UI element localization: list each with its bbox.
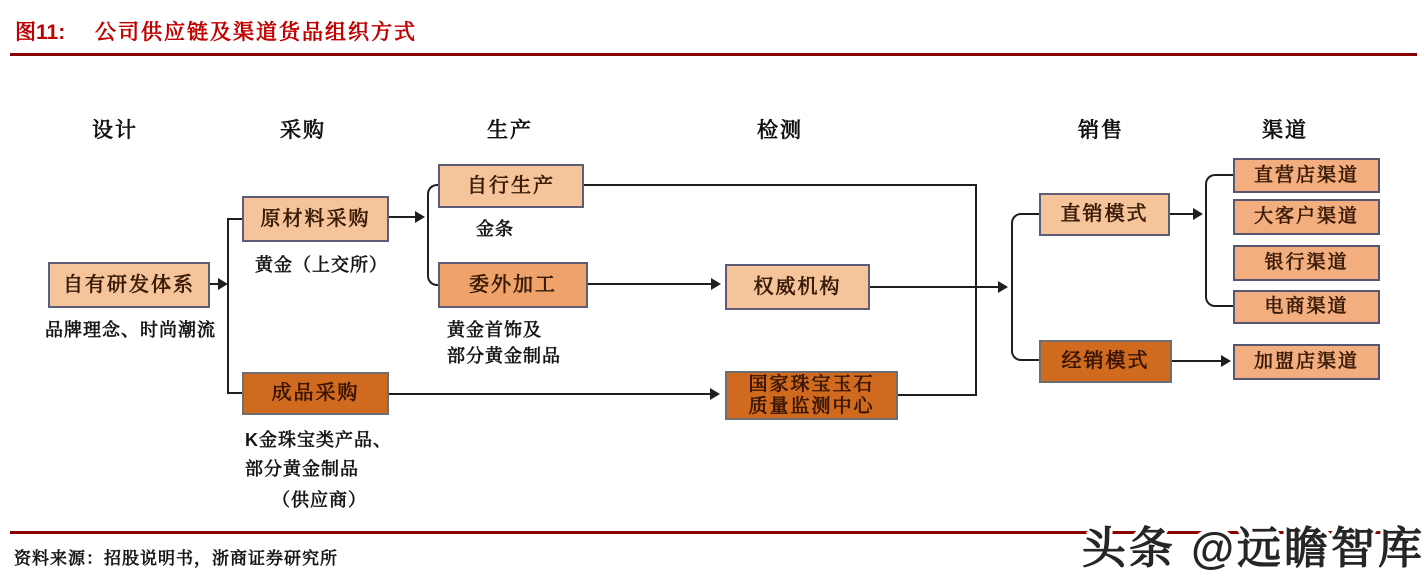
stage-header-inspection: 检测 — [757, 119, 803, 142]
rd-system-note: 品牌理念、时尚潮流 — [45, 320, 216, 340]
channel-box-ecommerce: 电商渠道 — [1233, 290, 1380, 324]
connector-line — [227, 218, 242, 220]
raw-material-purchase-box: 原材料采购 — [242, 196, 389, 242]
connector-line — [898, 394, 975, 396]
authority-institution-box: 权威机构 — [725, 264, 870, 310]
stage-header-design: 设计 — [92, 119, 138, 142]
watermark-text: 头条 @远瞻智库 — [1081, 524, 1425, 573]
channel-bracket — [1205, 174, 1233, 307]
connector-line — [1170, 213, 1194, 215]
title-rule — [10, 53, 1417, 56]
outsourced-processing-box: 委外加工 — [438, 262, 588, 308]
arrowhead — [1221, 355, 1231, 367]
production-bracket — [427, 184, 438, 286]
connector-line — [227, 392, 242, 394]
channel-box-direct-store: 直营店渠道 — [1233, 158, 1380, 193]
figure-tag: 图11: — [15, 21, 66, 44]
connector-line — [870, 286, 975, 288]
source-note: 资料来源：招股说明书，浙商证券研究所 — [14, 549, 338, 568]
finished-goods-purchase-box: 成品采购 — [242, 372, 389, 415]
connector-line — [977, 286, 999, 288]
national-jewelry-center-line1: 国家珠宝玉石 — [748, 373, 875, 395]
rd-system-box: 自有研发体系 — [48, 262, 210, 308]
self-production-note: 金条 — [476, 219, 514, 239]
connector-line — [389, 216, 416, 218]
direct-sales-mode-box: 直销模式 — [1039, 193, 1170, 236]
connector-line — [1172, 360, 1222, 362]
arrowhead — [711, 278, 721, 290]
sales-bracket — [1011, 213, 1039, 361]
channel-box-franchise: 加盟店渠道 — [1233, 344, 1380, 380]
national-jewelry-center-box — [725, 371, 898, 420]
national-jewelry-center-line2: 质量监测中心 — [748, 395, 875, 417]
stage-header-procurement: 采购 — [280, 119, 326, 142]
channel-box-bank: 银行渠道 — [1233, 245, 1380, 281]
stage-header-production: 生产 — [487, 119, 533, 142]
connector-line — [975, 184, 977, 396]
self-production-box: 自行生产 — [438, 164, 584, 208]
figure-title: 公司供应链及渠道货品组织方式 — [95, 21, 417, 44]
raw-material-note: 黄金（上交所） — [255, 255, 388, 275]
stage-header-channel: 渠道 — [1262, 119, 1308, 142]
distribution-mode-box: 经销模式 — [1039, 340, 1172, 383]
connector-line — [227, 218, 229, 394]
connector-line — [389, 393, 711, 395]
finished-goods-note-1: K金珠宝类产品、 — [245, 430, 392, 450]
outsourcing-note-2: 部分黄金制品 — [447, 346, 561, 366]
connector-line — [588, 283, 712, 285]
finished-goods-note-2: 部分黄金制品 — [245, 459, 359, 479]
connector-line — [584, 184, 977, 186]
channel-box-key-account: 大客户渠道 — [1233, 199, 1380, 235]
arrowhead — [1193, 208, 1203, 220]
arrowhead — [415, 211, 425, 223]
stage-header-sales: 销售 — [1078, 119, 1124, 142]
outsourcing-note-1: 黄金首饰及 — [447, 320, 542, 340]
arrowhead — [998, 281, 1008, 293]
arrowhead — [710, 388, 720, 400]
finished-goods-note-3: （供应商） — [272, 490, 367, 510]
